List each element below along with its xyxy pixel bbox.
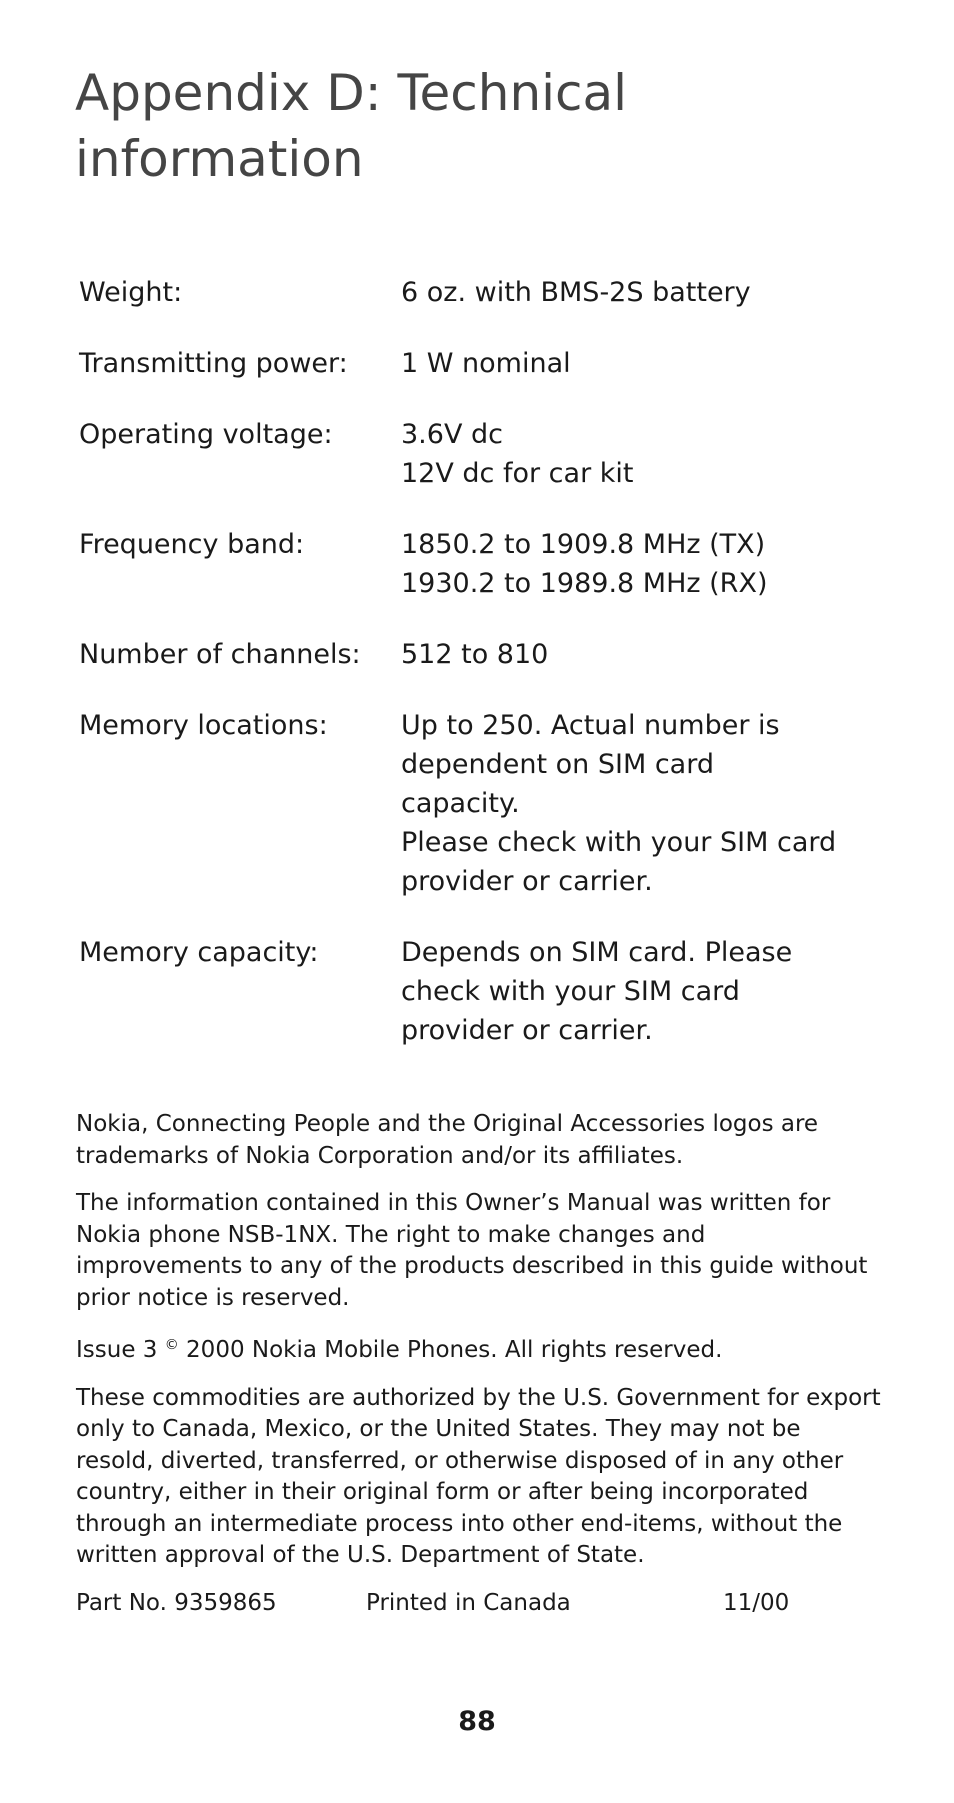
spec-label: Weight: <box>79 277 183 308</box>
spec-row-number-of-channels <box>79 635 839 674</box>
spec-value <box>401 933 839 1050</box>
trademark-notice <box>76 1109 856 1172</box>
spec-value-line: 12V dc for car kit <box>401 458 634 489</box>
export-notice-line: written approval of the U.S. Department of State. <box>76 1542 645 1568</box>
spec-value-line: 6 oz. with BMS-2S battery <box>401 277 751 308</box>
spec-label: Memory locations: <box>79 710 328 741</box>
spec-value <box>401 273 839 312</box>
spec-value-line: check with your SIM card <box>401 976 740 1007</box>
trademark-notice-line: trademarks of Nokia Corporation and/or its affiliates. <box>76 1142 684 1169</box>
spec-row-memory-locations <box>79 706 839 901</box>
copyright-text: 2000 Nokia Mobile Phones. All rights reserved. <box>186 1337 723 1363</box>
copyright-notice <box>76 1330 856 1367</box>
spec-value <box>401 525 839 603</box>
spec-value <box>401 635 839 674</box>
page-title-line-2: information <box>75 130 364 188</box>
spec-value-line: provider or carrier. <box>401 866 653 897</box>
spec-value-line: 1930.2 to 1989.8 MHz (RX) <box>401 568 768 599</box>
spec-row-operating-voltage <box>79 415 839 493</box>
information-notice-line: Nokia phone NSB-1NX. The right to make changes and <box>76 1221 706 1248</box>
spec-value-line: 512 to 810 <box>401 639 549 670</box>
export-notice-line: only to Canada, Mexico, or the United States. They may not be <box>76 1416 801 1442</box>
spec-table <box>79 273 839 1050</box>
spec-value <box>401 415 839 493</box>
export-notice-line: through an intermediate process into other end-items, without the <box>76 1510 843 1537</box>
part-info-row <box>76 1588 856 1620</box>
spec-value-line: 1 W nominal <box>401 348 571 379</box>
spec-value-line: 3.6V dc <box>401 419 503 450</box>
information-notice-line: The information contained in this Owner’s Manual was written for <box>76 1190 831 1216</box>
trademark-notice-line: Nokia, Connecting People and the Original Accessories logos are <box>76 1111 819 1137</box>
spec-value <box>401 706 839 901</box>
spec-value-line: Please check with your SIM card <box>401 827 837 858</box>
page-number: 88 <box>458 1706 496 1737</box>
copyright-symbol: © <box>164 1337 179 1353</box>
print-date: 11/00 <box>723 1589 790 1616</box>
spec-label: Operating voltage: <box>79 419 333 450</box>
export-notice-line: resold, diverted, transferred, or otherwise disposed of in any other <box>76 1447 844 1474</box>
part-number: Part No. 9359865 <box>76 1589 277 1616</box>
legal-notices <box>76 1109 881 1620</box>
printed-in: Printed in Canada <box>366 1589 571 1616</box>
page-title-line-1: Appendix D: Technical <box>75 64 628 122</box>
spec-row-transmitting-power <box>79 344 839 383</box>
spec-label: Number of channels: <box>79 639 361 670</box>
spec-row-memory-capacity <box>79 933 839 1050</box>
spec-value-line: Up to 250. Actual number is <box>401 710 780 741</box>
spec-label: Frequency band: <box>79 529 305 560</box>
issue-label: Issue 3 <box>76 1337 158 1363</box>
spec-value-line: provider or carrier. <box>401 1015 653 1046</box>
spec-value <box>401 344 839 383</box>
information-notice <box>76 1188 868 1314</box>
export-notice-line: country, either in their original form or after being incorporated <box>76 1479 809 1505</box>
spec-value-line: dependent on SIM card capacity. <box>401 749 714 819</box>
spec-label: Memory capacity: <box>79 937 319 968</box>
export-notice <box>76 1383 881 1572</box>
spec-value-line: Depends on SIM card. Please <box>401 937 793 968</box>
page-title <box>75 60 835 192</box>
information-notice-line: improvements to any of the products described in this guide without <box>76 1253 868 1279</box>
spec-row-frequency-band <box>79 525 839 603</box>
spec-value-line: 1850.2 to 1909.8 MHz (TX) <box>401 529 766 560</box>
information-notice-line: prior notice is reserved. <box>76 1284 350 1311</box>
spec-row-weight <box>79 273 839 312</box>
export-notice-line: These commodities are authorized by the U.S. Government for export <box>76 1384 881 1411</box>
spec-label: Transmitting power: <box>79 348 348 379</box>
copyright-notice-line <box>76 1330 856 1367</box>
